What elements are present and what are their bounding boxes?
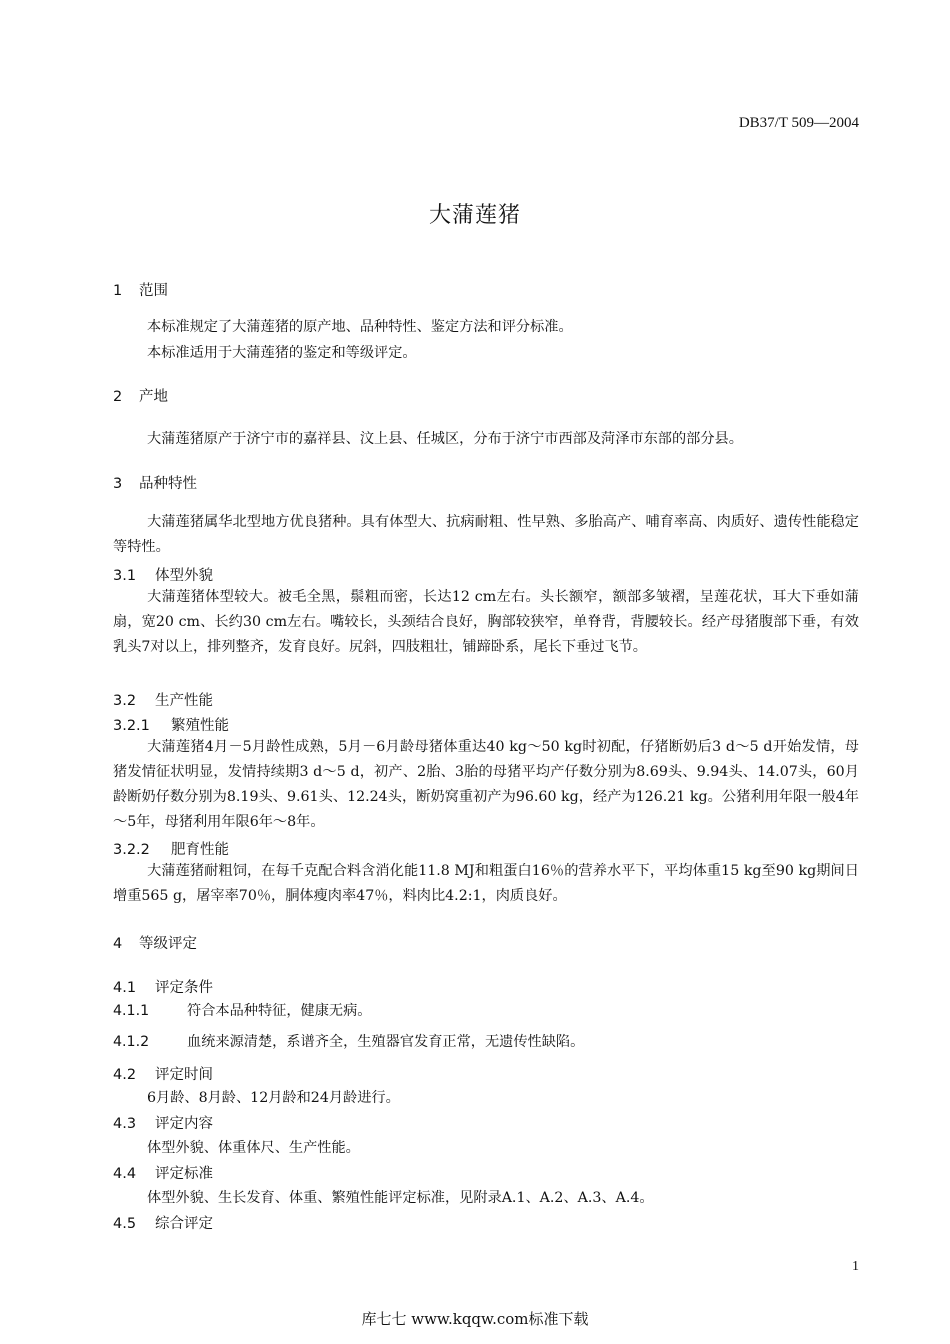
- section-number: 4.1: [113, 980, 137, 996]
- section-3-2-1-heading: [113, 714, 229, 735]
- section-title: 产地: [139, 389, 168, 405]
- section-3-2-2-heading: [113, 838, 229, 859]
- clause-number: 4.1.2: [113, 1034, 150, 1050]
- section-3-heading: [113, 472, 197, 493]
- section-number: 4.4: [113, 1166, 137, 1182]
- section-number: 3.1: [113, 568, 137, 584]
- clause-4-1-2: [113, 1031, 584, 1051]
- section-3-1-paragraph: 大蒲莲猪体型较大。被毛全黑，鬃粗而密，长达12 cm左右。头长额窄，额部多皱褶，呈莲花状，耳大下垂如蒲扇，宽20 cm、长约30 cm左右。嘴较长，头颈结合良好，胸部较狭窄，单脊背，背腰较长。经产母猪腹部下垂，有效乳头7对以上，排列整齐，发育良好。尻斜，四肢粗壮，铺蹄卧系，尾长下垂过飞节。: [113, 589, 859, 655]
- section-4-3-paragraph: 体型外貌、体重体尺、生产性能。: [147, 1140, 360, 1156]
- clause-number: 4.1.1: [113, 1003, 150, 1019]
- section-1-heading: [113, 279, 168, 300]
- section-2-paragraph: 大蒲莲猪原产于济宁市的嘉祥县、汶上县、任城区，分布于济宁市西部及菏泽市东部的部分县。: [147, 431, 743, 447]
- clause-text: 符合本品种特征，健康无病。: [187, 1003, 372, 1019]
- section-4-5-heading: [113, 1212, 213, 1233]
- section-title: 评定时间: [155, 1067, 213, 1083]
- section-title: 评定标准: [155, 1166, 213, 1182]
- section-4-2-paragraph: 6月龄、8月龄、12月龄和24月龄进行。: [147, 1090, 400, 1106]
- page-number: 1: [852, 1259, 859, 1274]
- section-3-2-2-paragraph: 大蒲莲猪耐粗饲，在每千克配合料含消化能11.8 MJ和粗蛋白16％的营养水平下，平均体重15 kg至90 kg期间日增重565 g，屠宰率70％，胴体瘦肉率47％，料肉比4.2:1，肉质良好。: [113, 863, 859, 904]
- section-title: 评定条件: [155, 980, 213, 996]
- section-1-paragraph-2: 本标准适用于大蒲莲猪的鉴定和等级评定。: [147, 345, 417, 361]
- section-title: 综合评定: [155, 1216, 213, 1232]
- section-number: 4.2: [113, 1067, 137, 1083]
- clause-4-1-1: [113, 1000, 371, 1020]
- standard-number: DB37/T 509—2004: [738, 115, 859, 131]
- section-number: 3.2.1: [113, 718, 150, 734]
- section-3-2-heading: [113, 689, 213, 710]
- section-number: 1: [113, 283, 123, 299]
- section-title: 肥育性能: [171, 842, 229, 858]
- section-4-4-heading: [113, 1162, 213, 1183]
- section-3-1-heading: [113, 564, 213, 585]
- section-title: 评定内容: [155, 1116, 213, 1132]
- section-4-heading: [113, 932, 197, 953]
- section-3-paragraph: 大蒲莲猪属华北型地方优良猪种。具有体型大、抗病耐粗、性早熟、多胎高产、哺育率高、肉质好、遗传性能稳定等特性。: [113, 514, 859, 555]
- section-number: 4: [113, 936, 123, 952]
- section-number: 3: [113, 476, 123, 492]
- section-number: 3.2.2: [113, 842, 150, 858]
- section-title: 等级评定: [139, 936, 197, 952]
- section-title: 品种特性: [139, 476, 197, 492]
- section-3-2-1-paragraph: 大蒲莲猪4月－5月龄性成熟，5月－6月龄母猪体重达40 kg～50 kg时初配，仔猪断奶后3 d～5 d开始发情，母猪发情征状明显，发情持续期3 d～5 d，初产、2胎、3胎的母猪平均产仔数分别为8.69头、9.94头、14.07头，60月龄断奶仔数分别为8.19头、9.61头、12.24头，断奶窝重初产为96.60 kg，经产为126.21 kg。公猪利用年限一般4年～5年，母猪利用年限6年～8年。: [113, 739, 859, 830]
- section-1-paragraph-1: 本标准规定了大蒲莲猪的原产地、品种特性、鉴定方法和评分标准。: [147, 319, 573, 335]
- section-4-3-heading: [113, 1112, 213, 1133]
- section-4-1-heading: [113, 976, 213, 997]
- footer-watermark: 库七七 www.kqqw.com标准下载: [361, 1310, 589, 1328]
- section-title: 繁殖性能: [171, 718, 229, 734]
- section-number: 4.5: [113, 1216, 137, 1232]
- section-4-4-paragraph: 体型外貌、生长发育、体重、繁殖性能评定标准，见附录A.1、A.2、A.3、A.4。: [147, 1190, 654, 1206]
- section-title: 范围: [139, 283, 168, 299]
- clause-text: 血统来源清楚，系谱齐全，生殖器官发育正常，无遗传性缺陷。: [187, 1034, 585, 1050]
- section-title: 生产性能: [155, 693, 213, 709]
- section-4-2-heading: [113, 1063, 213, 1084]
- section-number: 3.2: [113, 693, 137, 709]
- section-title: 体型外貌: [155, 568, 213, 584]
- section-2-heading: [113, 385, 168, 406]
- section-number: 2: [113, 389, 123, 405]
- section-number: 4.3: [113, 1116, 137, 1132]
- document-title: 大蒲莲猪: [428, 203, 521, 228]
